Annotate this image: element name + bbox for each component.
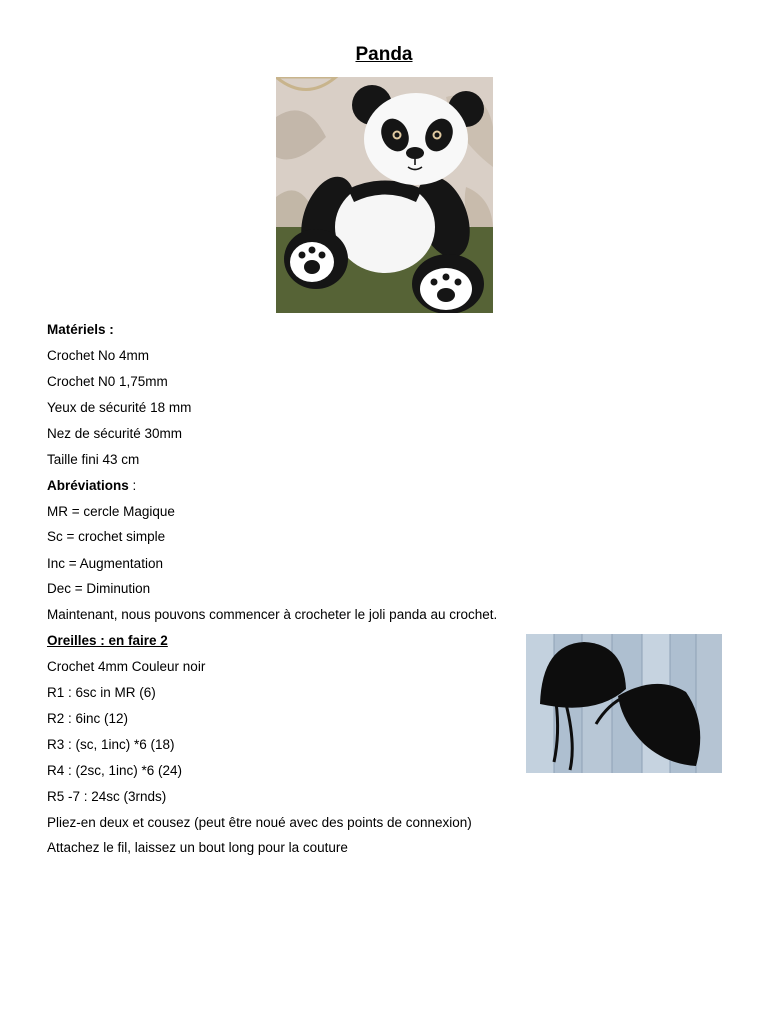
ears-heading: Oreilles : en faire 2	[47, 633, 168, 648]
abbreviation-item: Sc = crochet simple	[47, 529, 166, 544]
abbreviation-item: Dec = Diminution	[47, 581, 151, 596]
ears-line: R2 : 6inc (12)	[47, 711, 129, 726]
materials-item: Nez de sécurité 30mm	[47, 426, 183, 441]
ears-line: R3 : (sc, 1inc) *6 (18)	[47, 737, 175, 752]
abbreviations-heading-suffix: :	[128, 478, 137, 493]
materials-heading: Matériels :	[47, 322, 114, 337]
materials-item: Crochet N0 1,75mm	[47, 374, 168, 389]
materials-item: Crochet No 4mm	[47, 348, 150, 363]
abbreviations-heading: Abréviations	[47, 478, 129, 493]
abbreviation-item: Inc = Augmentation	[47, 556, 163, 571]
materials-item: Yeux de sécurité 18 mm	[47, 400, 192, 415]
materials-item: Taille fini 43 cm	[47, 452, 140, 467]
panda-photo	[276, 77, 493, 313]
document-title: Panda	[355, 44, 413, 65]
abbreviations-heading-line	[47, 478, 136, 494]
ears-line: R4 : (2sc, 1inc) *6 (24)	[47, 763, 183, 778]
ears-line: Crochet 4mm Couleur noir	[47, 659, 206, 674]
ears-line: R1 : 6sc in MR (6)	[47, 685, 156, 700]
abbreviation-item: MR = cercle Magique	[47, 504, 175, 519]
ears-line: Attachez le fil, laissez un bout long pour la couture	[47, 840, 348, 855]
ears-line: R5 -7 : 24sc (3rnds)	[47, 789, 167, 804]
intro-text: Maintenant, nous pouvons commencer à crocheter le joli panda au crochet.	[47, 607, 498, 622]
ears-photo	[526, 634, 722, 773]
ears-line: Pliez-en deux et cousez (peut être noué avec des points de connexion)	[47, 815, 472, 830]
